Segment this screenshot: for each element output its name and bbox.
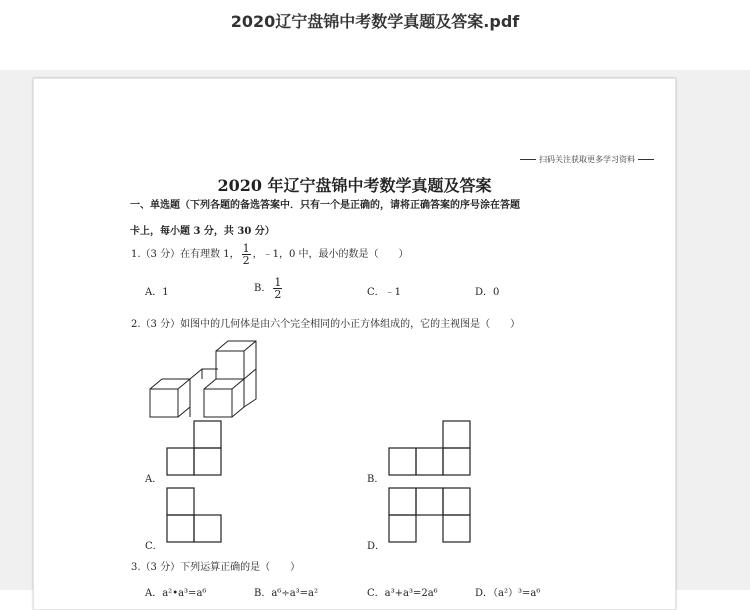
q2-option-b-squares xyxy=(389,421,470,475)
question-2: 2.（3 分）如图中的几何体是由六个完全相同的小正方体组成的，它的主视图是（ ） xyxy=(131,319,521,330)
q2-option-c-figure xyxy=(166,487,226,547)
q1-option-c: C．﹣1 xyxy=(367,287,402,298)
q3-option-b: B．a⁶÷a³=a² xyxy=(254,588,319,599)
q1-stem-prefix: 1.（3 分）在有理数 1， xyxy=(131,249,240,260)
q2-option-a-squares xyxy=(167,421,221,475)
q2-option-d-squares xyxy=(389,488,470,542)
page-title: 2020 年辽宁盘锦中考数学真题及答案 xyxy=(217,176,492,195)
frac-denominator: 2 xyxy=(242,254,250,267)
q1-option-a: A．1 xyxy=(145,287,169,298)
rule-right xyxy=(638,159,654,160)
q2-option-c-squares xyxy=(167,488,221,542)
q1-option-b-label: B． xyxy=(254,283,272,294)
frac-numerator: 1 xyxy=(274,276,282,289)
q2-option-d-label: D． xyxy=(367,541,386,552)
q2-option-a-figure xyxy=(166,420,226,480)
title-bar xyxy=(0,0,750,70)
solid-figure-lines xyxy=(150,341,256,417)
q1-option-d: D．0 xyxy=(475,287,500,298)
question-3: 3.（3 分）下列运算正确的是（ ） xyxy=(131,562,301,573)
question-1 xyxy=(131,243,409,266)
header-note xyxy=(517,154,657,165)
pdf-viewer[interactable] xyxy=(0,70,750,599)
frac-numerator: 1 xyxy=(242,242,250,255)
section-heading-line2: 卡上，每小题 3 分，共 30 分） xyxy=(130,226,275,237)
pdf-page xyxy=(33,78,676,610)
q3-option-c: C．a³+a³=2a⁶ xyxy=(367,588,438,599)
rule-left xyxy=(520,159,536,160)
q2-option-b-label: B． xyxy=(367,474,385,485)
q2-option-c-label: C． xyxy=(145,541,163,552)
section-heading-line1: 一、单选题（下列各题的备选答案中．只有一个是正确的，请将正确答案的序号涂在答题 xyxy=(130,200,520,211)
q2-option-d-figure xyxy=(388,487,478,547)
q1-option-b-fraction xyxy=(273,277,282,300)
solid-figure xyxy=(148,339,258,414)
q1-fraction xyxy=(242,243,251,266)
header-note-text: 扫码关注获取更多学习资料 xyxy=(539,155,635,164)
frac-denominator: 2 xyxy=(274,288,282,301)
document-title: 2020辽宁盘锦中考数学真题及答案.pdf xyxy=(230,12,520,31)
q3-option-a: A．a²•a³=a⁶ xyxy=(145,588,207,599)
q3-option-d: D．（a²）³=a⁶ xyxy=(475,588,541,599)
q2-option-a-label: A． xyxy=(145,474,163,485)
q2-option-b-figure xyxy=(388,420,478,480)
q1-option-b xyxy=(254,277,284,300)
q1-stem-suffix: ，﹣1，0 中，最小的数是（ ） xyxy=(252,249,409,260)
